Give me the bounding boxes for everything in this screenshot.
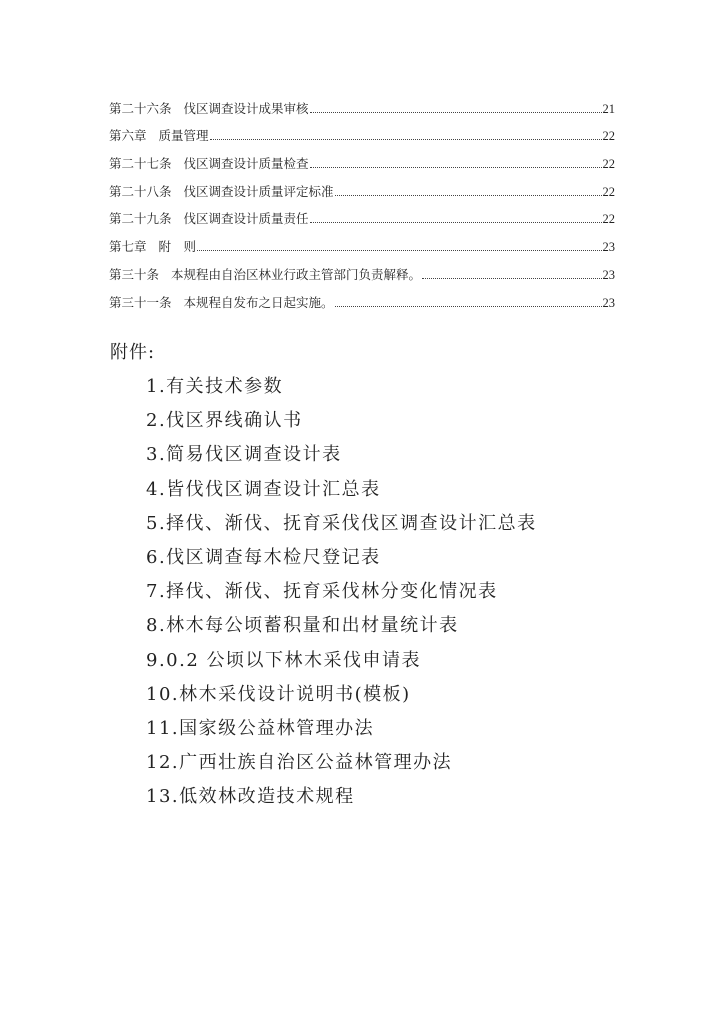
attachment-item: 8.林木每公顷蓄积量和出材量统计表 [146, 615, 459, 637]
toc-entry-title: 附 则 [158, 239, 197, 255]
toc-entry[interactable] [109, 283, 615, 311]
toc-entry-title: 伐区调查设计质量检查 [183, 156, 309, 172]
toc-entry-page: 22 [602, 184, 615, 199]
attachment-item: 2.伐区界线确认书 [146, 410, 303, 432]
toc-entry-title: 质量管理 [158, 128, 209, 144]
toc-leader-dots [210, 139, 602, 140]
attachment-item: 12.广西壮族自治区公益林管理办法 [146, 752, 453, 774]
toc-entry-title: 本规程自发布之日起实施。 [183, 294, 334, 310]
attachment-item: 1.有关技术参数 [146, 376, 284, 397]
toc-entry[interactable] [109, 200, 615, 228]
toc-entry-number: 第七章 [109, 239, 147, 255]
toc-entry-title: 伐区调查设计成果审核 [183, 100, 309, 116]
toc-entry[interactable] [109, 144, 615, 172]
toc-entry-page: 23 [602, 267, 615, 282]
attachment-item: 4.皆伐伐区调查设计汇总表 [146, 478, 381, 500]
toc-entry[interactable] [109, 117, 615, 145]
toc-leader-dots [310, 222, 602, 223]
toc-entry-page: 22 [602, 212, 615, 227]
toc-entry[interactable] [109, 172, 615, 200]
toc-entry[interactable] [109, 255, 615, 283]
toc-leader-dots [310, 112, 602, 113]
toc-entry[interactable] [109, 227, 615, 255]
toc-entry-page: 21 [602, 101, 615, 116]
toc-entry-title: 本规程由自治区林业行政主管部门负责解释。 [171, 266, 422, 282]
toc-entry-title: 伐区调查设计质量责任 [183, 211, 309, 227]
toc-leader-dots [335, 195, 602, 196]
table-of-contents [109, 89, 615, 311]
toc-entry-number: 第二十六条 [109, 100, 172, 116]
attachment-item: 9.0.2 公顷以下林木采伐申请表 [146, 649, 422, 671]
toc-entry-page: 23 [602, 240, 615, 255]
toc-entry-number: 第二十九条 [109, 211, 172, 227]
attachment-item: 5.择伐、渐伐、抚育采伐伐区调查设计汇总表 [146, 512, 537, 534]
toc-entry-page: 22 [602, 129, 615, 144]
attachments-list [146, 370, 616, 814]
toc-entry[interactable] [109, 89, 615, 117]
toc-entry-number: 第六章 [109, 128, 147, 144]
attachment-item: 10.林木采伐设计说明书(模板) [146, 683, 411, 705]
toc-leader-dots [310, 167, 602, 168]
toc-leader-dots [422, 278, 601, 279]
attachment-item: 7.择伐、渐伐、抚育采伐林分变化情况表 [146, 581, 498, 603]
attachment-item: 13.低效林改造技术规程 [146, 786, 355, 808]
attachment-item: 3.简易伐区调查设计表 [146, 444, 342, 466]
toc-leader-dots [335, 306, 602, 307]
toc-entry-title: 伐区调查设计质量评定标准 [183, 183, 334, 199]
attachments-heading: 附件: [110, 342, 156, 363]
attachment-item: 6.伐区调查每木检尺登记表 [146, 546, 381, 568]
attachment-item: 11.国家级公益林管理办法 [146, 717, 375, 739]
toc-entry-page: 23 [602, 295, 615, 310]
toc-entry-page: 22 [602, 157, 615, 172]
toc-leader-dots [197, 250, 601, 251]
toc-entry-number: 第三十条 [109, 266, 160, 282]
toc-entry-number: 第三十一条 [109, 294, 172, 310]
toc-entry-number: 第二十七条 [109, 156, 172, 172]
toc-entry-number: 第二十八条 [109, 183, 172, 199]
